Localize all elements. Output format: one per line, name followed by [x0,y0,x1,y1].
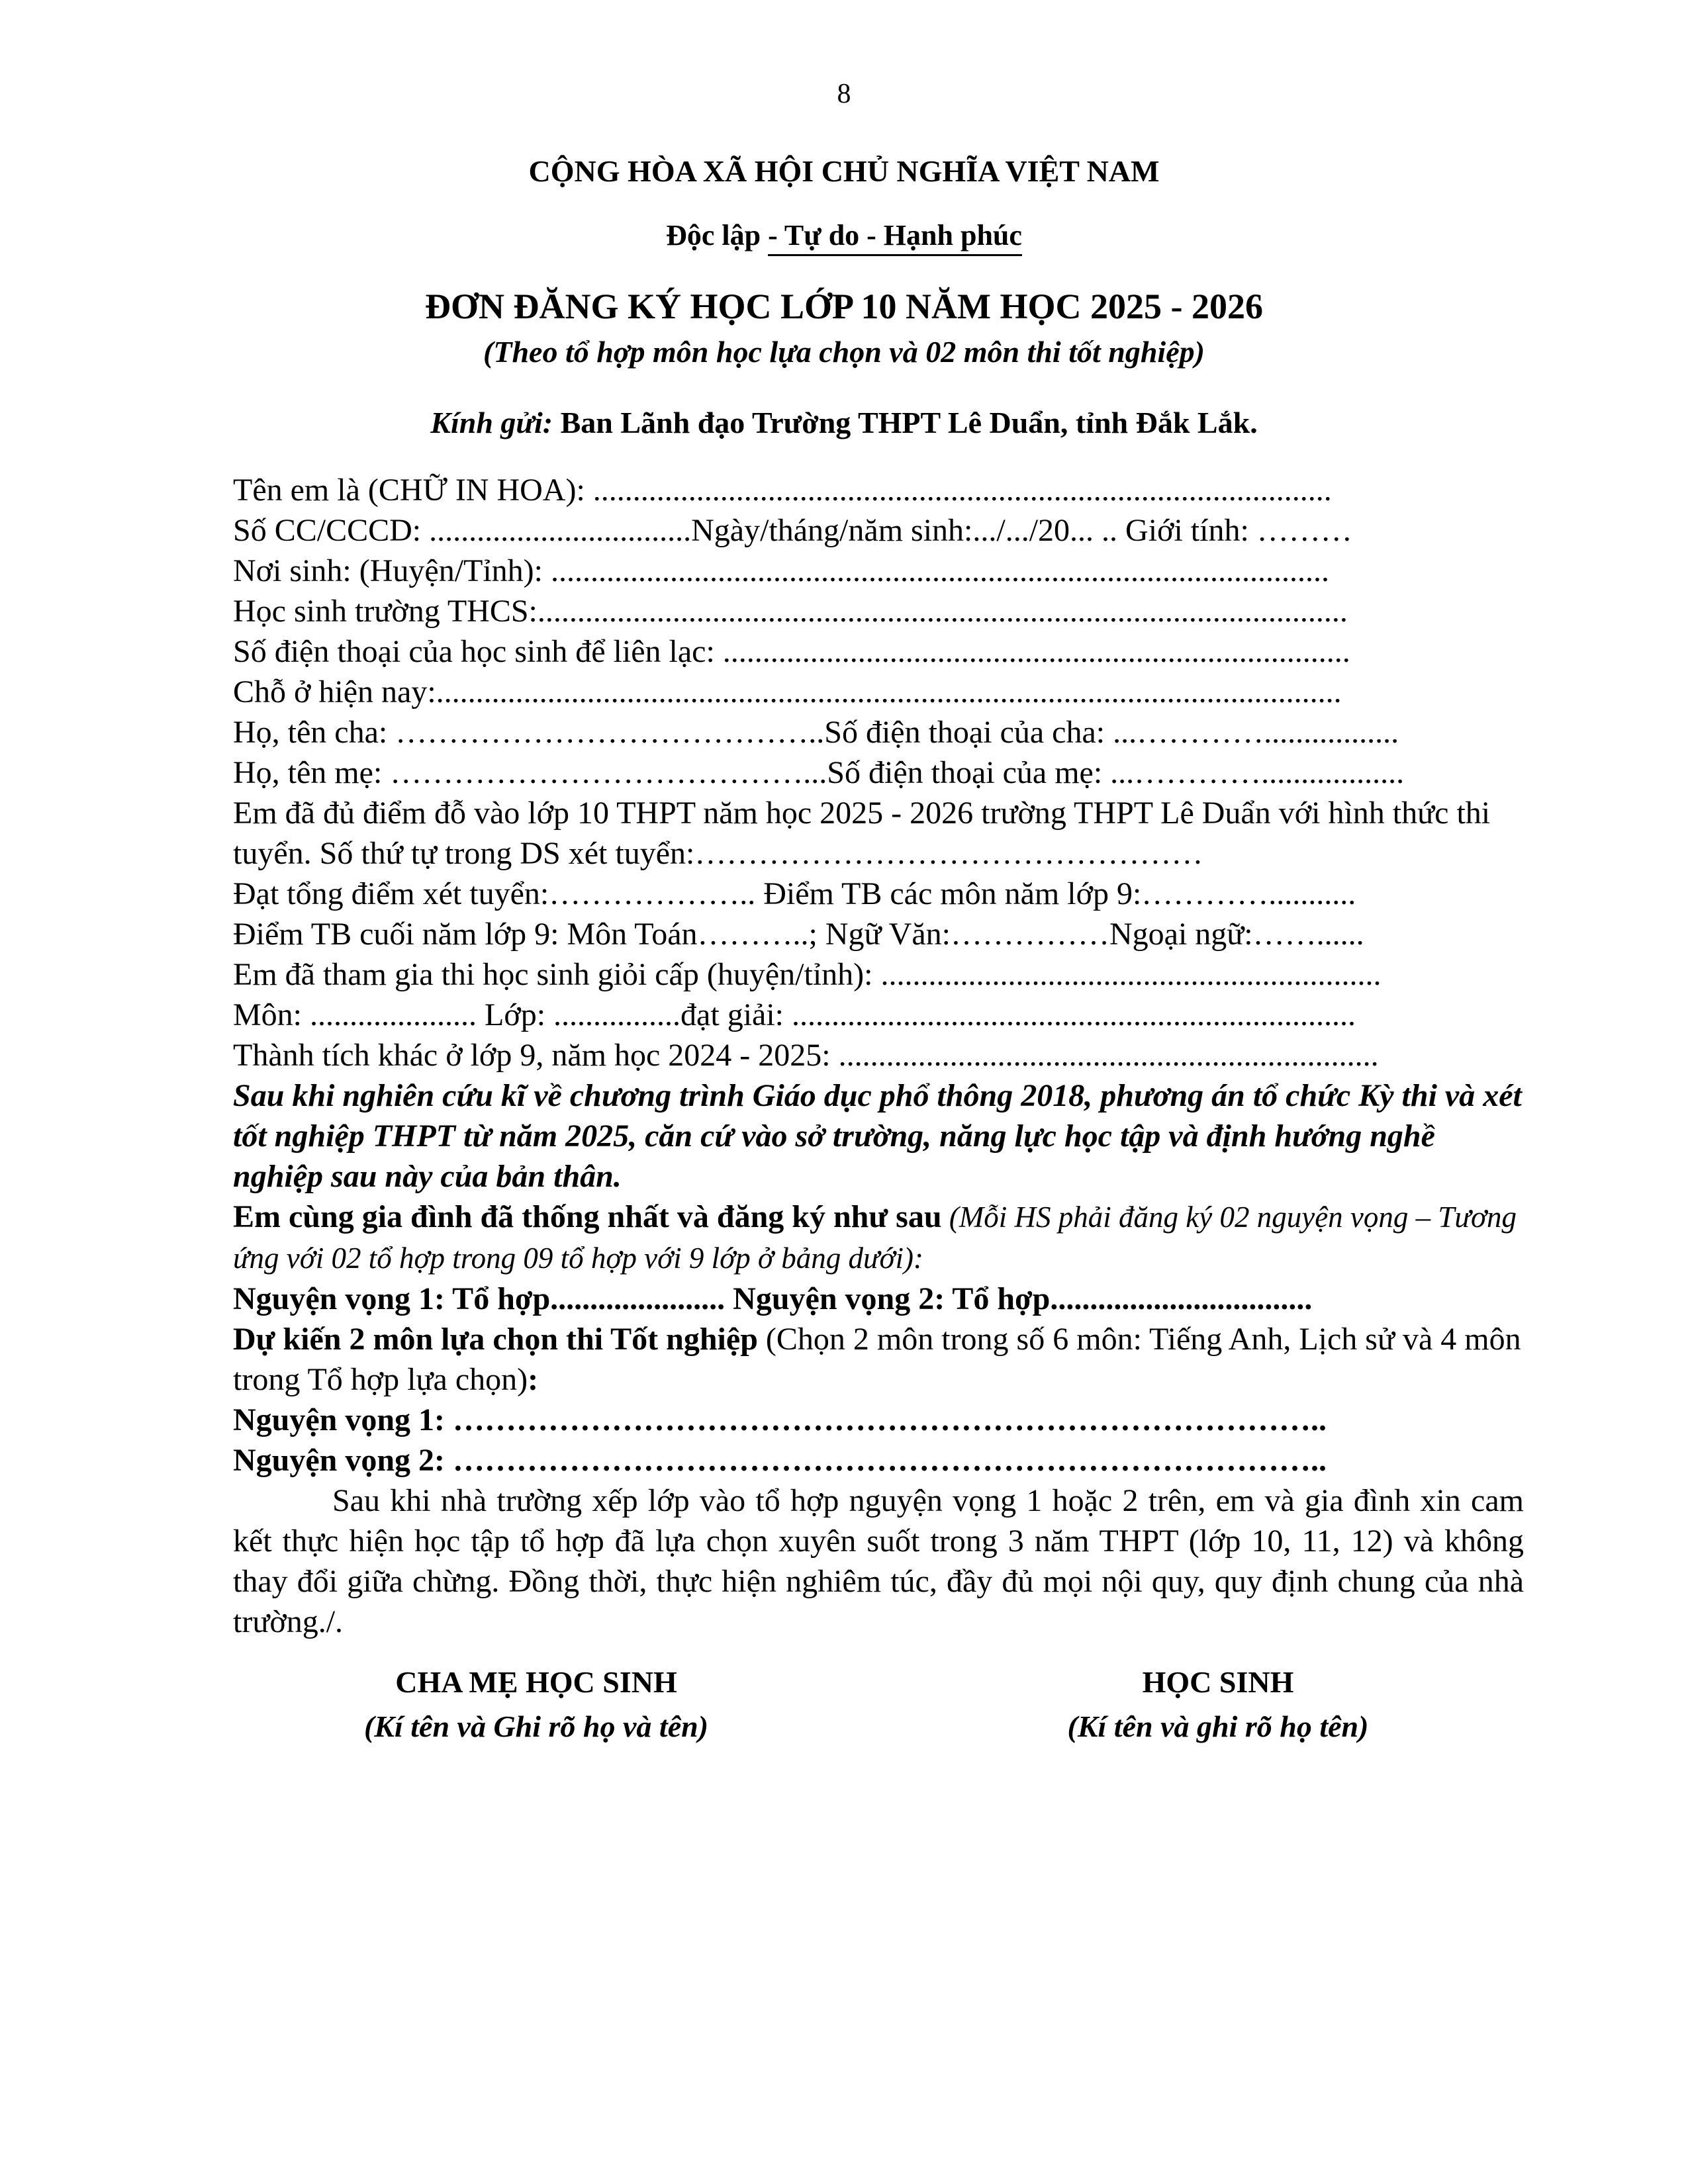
research-paragraph: Sau khi nghiên cứu kĩ về chương trình Giáo dục phổ thông 2018, phương án tổ chức Kỳ thi và xét tốt nghiệp THPT từ năm 2025, căn cứ vào sở trường, năng lực học tập và định hướng nghề nghiệp sau này của bản thân. [233,1078,1522,1194]
field-birthplace[interactable]: Nơi sinh: (Huyện/Tỉnh): .................................................................................................. [233,553,1329,588]
parent-signature-title: CHA MẸ HỌC SINH [395,1665,677,1699]
field-middle-school[interactable]: Học sinh trường THCS:...................................................................................................... [233,594,1348,629]
exam-subjects-colon: : [528,1362,539,1397]
commitment-paragraph: Sau khi nhà trường xếp lớp vào tổ hợp nguyện vọng 1 hoặc 2 trên, em và gia đình xin cam kết thực hiện học tập tổ hợp đã lựa chọn xuyên suốt trong 3 năm THPT (lớp 10, 11, 12) và không thay đổi giữa chừng. Đồng thời, thực hiện nghiêm túc, đầy đủ mọi nội quy, quy định chung của nhà trường./. [233,1483,1524,1639]
field-total-score[interactable]: Đạt tổng điểm xét tuyển:……………….. Điểm TB các môn năm lớp 9:…………........... [233,876,1356,911]
country-heading: CỘNG HÒA XÃ HỘI CHỦ NGHĨA VIỆT NAM [528,154,1160,188]
field-father[interactable]: Họ, tên cha: …………………………………..Số điện thoại của cha: ...…………................. [233,715,1399,750]
field-exam-choice-2[interactable]: Nguyện vọng 2: ……………………………………………………………………….. [233,1443,1327,1478]
agreement-note: (Mỗi HS phải đăng ký 02 nguyện vọng – Tương ứng với 02 tổ hợp trong 09 tổ hợp với 9 lớp ở bảng dưới): [233,1201,1517,1275]
exam-subjects-note: (Chọn 2 môn trong số 6 môn: Tiếng Anh, Lịch sử và 4 môn trong Tổ hợp lựa chọn) [233,1322,1521,1397]
exam-paragraph: Em đã đủ điểm đỗ vào lớp 10 THPT năm học 2025 - 2026 trường THPT Lê Duẩn với hình thức thi tuyển. Số thứ tự trong DS xét tuyển:………………………………………… [233,796,1491,871]
exam-subjects-bold: Dự kiến 2 môn lựa chọn thi Tốt nghiệp [233,1322,758,1357]
motto [0,218,1688,252]
field-combination-choices[interactable]: Nguyện vọng 1: Tổ hợp...................... Nguyện vọng 2: Tổ hợp................................. [233,1281,1313,1316]
recipient-label: Kính gửi: [430,406,553,439]
agreement-bold: Em cùng gia đình đã thống nhất và đăng ký như sau [233,1199,942,1234]
student-signature-title: HỌC SINH [1142,1665,1294,1699]
field-exam-choice-1[interactable]: Nguyện vọng 1: ……………………………………………………………………….. [233,1402,1327,1437]
field-name[interactable]: Tên em là (CHỮ IN HOA): ............................................................................................. [233,473,1332,508]
field-id-dob-gender[interactable]: Số CC/CCCD: .................................Ngày/tháng/năm sinh:.../.../20... .. Giới tính: ……… [233,513,1352,548]
field-student-phone[interactable]: Số điện thoại của học sinh để liên lạc: ............................................................................... [233,634,1350,669]
student-signature-block [947,1664,1489,1744]
form-title: ĐƠN ĐĂNG KÝ HỌC LỚP 10 NĂM HỌC 2025 - 2026 [425,287,1263,326]
field-current-address[interactable]: Chỗ ở hiện nay:.................................................................................................................. [233,674,1342,709]
form-body [233,470,1524,1642]
recipient-name: Ban Lãnh đạo Trường THPT Lê Duẩn, tỉnh Đắk Lắk. [553,406,1258,439]
field-mother[interactable]: Họ, tên mẹ: …………………………………...Số điện thoại của mẹ: ...………….................. [233,755,1405,790]
recipient-line [0,405,1688,440]
page-number: 8 [837,79,851,109]
field-grade9-scores[interactable]: Điểm TB cuối năm lớp 9: Môn Toán………..; Ngữ Văn:……………Ngoại ngữ:……...... [233,917,1364,952]
exam-subjects-paragraph [233,1319,1524,1400]
parent-signature-block [265,1664,808,1744]
motto-prefix: Độc lập [666,219,769,251]
form-subtitle: (Theo tổ hợp môn học lựa chọn và 02 môn thi tốt nghiệp) [483,335,1205,369]
field-excellent-student-level[interactable]: Em đã tham gia thi học sinh giỏi cấp (huyện/tỉnh): ............................................................... [233,957,1382,992]
student-signature-note: (Kí tên và ghi rõ họ tên) [1067,1709,1369,1743]
parent-signature-note: (Kí tên và Ghi rõ họ và tên) [363,1709,709,1743]
field-subject-class-award[interactable]: Môn: ..................... Lớp: ................đạt giải: ....................................................................... [233,997,1356,1032]
field-other-achievements[interactable]: Thành tích khác ở lớp 9, năm học 2024 - 2025: .................................................................... [233,1038,1379,1073]
motto-underlined: - Tự do - Hạnh phúc [768,219,1022,256]
agreement-paragraph [233,1197,1524,1279]
